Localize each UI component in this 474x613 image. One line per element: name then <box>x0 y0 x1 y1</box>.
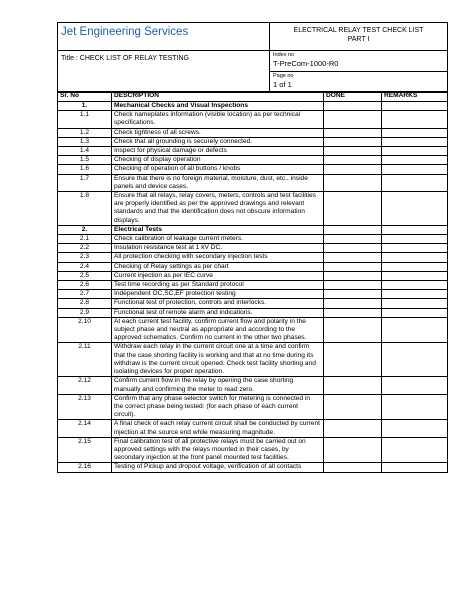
table-row <box>58 308 448 317</box>
table-row <box>58 377 448 394</box>
remarks-cell[interactable] <box>382 420 448 437</box>
description-cell: Electrical Tests <box>112 225 324 234</box>
done-cell[interactable] <box>324 290 382 299</box>
remarks-cell[interactable] <box>382 281 448 290</box>
description-cell: Independent OC,SC,EF protection testing <box>112 290 324 299</box>
done-cell[interactable] <box>324 299 382 308</box>
description-cell: Checking of operation of all buttons / knobs <box>112 165 324 174</box>
page-value: 1 of 1 <box>273 80 292 89</box>
remarks-cell[interactable] <box>382 308 448 317</box>
description-cell: Withdraw each relay in the current circuit one at a time and confirm that the case shorting facility is working and that at no time during its withdraw is the current circuit opened. Check test facility shorting and isolating devices for proper operation. <box>112 343 324 377</box>
document-title-line1: ELECTRICAL RELAY TEST CHECK LIST <box>293 27 424 34</box>
remarks-cell[interactable] <box>382 437 448 463</box>
description-cell: Check that all grounding is securely connected. <box>112 137 324 146</box>
section-row <box>58 102 448 111</box>
description-cell: All protection checking with secondary injection tests <box>112 253 324 262</box>
table-row <box>58 463 448 472</box>
document-title <box>270 23 448 51</box>
page-label: Page no <box>273 73 294 79</box>
description-cell: Checking of display operation <box>112 156 324 165</box>
remarks-cell[interactable] <box>382 111 448 128</box>
sr-no-cell: 2.8 <box>58 299 112 308</box>
sr-no-cell: 2.13 <box>58 394 112 420</box>
done-cell[interactable] <box>324 235 382 244</box>
sr-no-cell: 1.3 <box>58 137 112 146</box>
sr-no-cell: 1.6 <box>58 165 112 174</box>
document-title-line2: PART I <box>347 36 370 43</box>
table-row <box>58 253 448 262</box>
table-row <box>58 128 448 137</box>
table-row <box>58 420 448 437</box>
done-cell[interactable] <box>324 128 382 137</box>
column-header-remarks: REMARKS <box>382 92 448 102</box>
sr-no-cell: 2. <box>58 225 112 234</box>
table-row <box>58 156 448 165</box>
done-cell[interactable] <box>324 253 382 262</box>
description-cell: Check nameplates information (visible location) as per technical specifications. <box>112 111 324 128</box>
remarks-cell[interactable] <box>382 317 448 343</box>
index-number-cell <box>270 51 448 72</box>
remarks-cell[interactable] <box>382 137 448 146</box>
table-row <box>58 271 448 280</box>
table-row <box>58 437 448 463</box>
remarks-cell[interactable] <box>382 394 448 420</box>
description-cell: Mechanical Checks and Visual Inspections <box>112 102 324 111</box>
sr-no-cell: 2.15 <box>58 437 112 463</box>
column-header-description: DESCRIPTION <box>112 92 324 102</box>
table-row <box>58 244 448 253</box>
sr-no-cell: 2.7 <box>58 290 112 299</box>
done-cell[interactable] <box>324 165 382 174</box>
index-value: T-PreCom-1000-R0 <box>273 59 339 68</box>
sr-no-cell: 2.14 <box>58 420 112 437</box>
sr-no-cell: 2.12 <box>58 377 112 394</box>
description-cell: Functional test of protection, controls and interlocks. <box>112 299 324 308</box>
remarks-cell[interactable] <box>382 102 448 111</box>
done-cell[interactable] <box>324 463 382 472</box>
table-row <box>58 111 448 128</box>
table-row <box>58 394 448 420</box>
done-cell[interactable] <box>324 147 382 156</box>
table-row <box>58 262 448 271</box>
done-cell[interactable] <box>324 308 382 317</box>
description-cell: Current injection as per IEC curve <box>112 271 324 280</box>
done-cell[interactable] <box>324 317 382 343</box>
table-row <box>58 235 448 244</box>
sr-no-cell: 2.4 <box>58 262 112 271</box>
index-label: Index no <box>273 52 295 58</box>
remarks-cell[interactable] <box>382 156 448 165</box>
sr-no-cell: 1.2 <box>58 128 112 137</box>
remarks-cell[interactable] <box>382 463 448 472</box>
remarks-cell[interactable] <box>382 235 448 244</box>
table-row <box>58 137 448 146</box>
sr-no-cell: 2.11 <box>58 343 112 377</box>
description-cell: Ensure that all relays, relay covers, meters, controls and test facilities are properly identified as per the approved drawings and relevant standards and that the identification does not obscure information displays. <box>112 192 324 226</box>
description-cell: Checking of Relay settings as per chart <box>112 262 324 271</box>
sr-no-cell: 2.1 <box>58 235 112 244</box>
description-cell: Testing of Pickup and dropout voltage, verification of all contacts <box>112 463 324 472</box>
description-cell: Check tightness of all screws. <box>112 128 324 137</box>
checklist-table <box>57 91 448 473</box>
table-row <box>58 165 448 174</box>
sr-no-cell: 2.10 <box>58 317 112 343</box>
remarks-cell[interactable] <box>382 262 448 271</box>
remarks-cell[interactable] <box>382 128 448 137</box>
table-row <box>58 281 448 290</box>
table-row <box>58 147 448 156</box>
company-name: Jet Engineering Services <box>58 23 270 51</box>
sr-no-cell: 1.8 <box>58 192 112 226</box>
remarks-cell[interactable] <box>382 174 448 191</box>
section-row <box>58 225 448 234</box>
table-row <box>58 290 448 299</box>
table-header-row <box>58 92 448 102</box>
done-cell[interactable] <box>324 225 382 234</box>
remarks-cell[interactable] <box>382 299 448 308</box>
remarks-cell[interactable] <box>382 225 448 234</box>
sr-no-cell: 1.5 <box>58 156 112 165</box>
table-row <box>58 299 448 308</box>
description-cell: At each current test facility, confirm current flow and polarity in the subject phase and neutral as appropriate and according to the approved schematics. Confirm no current in the other two phases. <box>112 317 324 343</box>
done-cell[interactable] <box>324 377 382 394</box>
remarks-cell[interactable] <box>382 165 448 174</box>
remarks-cell[interactable] <box>382 192 448 226</box>
done-cell[interactable] <box>324 271 382 280</box>
sr-no-cell: 1. <box>58 102 112 111</box>
description-cell: A final check of each relay current circuit shall be conducted by current injection at the source end while measuring magnitude. <box>112 420 324 437</box>
column-header-done: DONE <box>324 92 382 102</box>
done-cell[interactable] <box>324 343 382 377</box>
remarks-cell[interactable] <box>382 377 448 394</box>
table-row <box>58 192 448 226</box>
sr-no-cell: 2.6 <box>58 281 112 290</box>
done-cell[interactable] <box>324 111 382 128</box>
description-cell: Final calibration test of all protective relays must be carried out on approved settings with the relays mounted in their cases, by secondary injection at the front panel mounted test facilities. <box>112 437 324 463</box>
done-cell[interactable] <box>324 244 382 253</box>
remarks-cell[interactable] <box>382 290 448 299</box>
remarks-cell[interactable] <box>382 253 448 262</box>
description-cell: Inspect for physical damage or defects <box>112 147 324 156</box>
sr-no-cell: 1.4 <box>58 147 112 156</box>
column-header-sr-no: Sr. No <box>58 92 112 102</box>
done-cell[interactable] <box>324 192 382 226</box>
remarks-cell[interactable] <box>382 271 448 280</box>
sr-no-cell: 2.3 <box>58 253 112 262</box>
document-header <box>57 22 448 93</box>
page-number-cell <box>270 72 448 93</box>
done-cell[interactable] <box>324 281 382 290</box>
sr-no-cell: 1.1 <box>58 111 112 128</box>
description-cell: Ensure that there is no foreign material, moisture, dust, etc., inside panels and device cases. <box>112 174 324 191</box>
description-cell: Insulation resistance test at 1 kV DC. <box>112 244 324 253</box>
description-cell: Functional test of remote alarm and indications. <box>112 308 324 317</box>
done-cell[interactable] <box>324 394 382 420</box>
table-row <box>58 174 448 191</box>
description-cell: Test time recording as per Standard protocol <box>112 281 324 290</box>
done-cell[interactable] <box>324 102 382 111</box>
table-row <box>58 343 448 377</box>
remarks-cell[interactable] <box>382 343 448 377</box>
checklist-title: Title : CHECK LIST OF RELAY TESTING <box>58 51 270 93</box>
done-cell[interactable] <box>324 262 382 271</box>
sr-no-cell: 2.2 <box>58 244 112 253</box>
sr-no-cell: 1.7 <box>58 174 112 191</box>
remarks-cell[interactable] <box>382 147 448 156</box>
description-cell: Confirm that any phase selector switch for metering is connected in the correct phase being tested: (for each phase of each current circuit). <box>112 394 324 420</box>
done-cell[interactable] <box>324 174 382 191</box>
sr-no-cell: 2.9 <box>58 308 112 317</box>
sr-no-cell: 2.5 <box>58 271 112 280</box>
sr-no-cell: 2.16 <box>58 463 112 472</box>
table-row <box>58 317 448 343</box>
done-cell[interactable] <box>324 437 382 463</box>
done-cell[interactable] <box>324 156 382 165</box>
done-cell[interactable] <box>324 420 382 437</box>
remarks-cell[interactable] <box>382 244 448 253</box>
description-cell: Check calibration of leakage current meters. <box>112 235 324 244</box>
done-cell[interactable] <box>324 137 382 146</box>
checklist-rows <box>58 102 448 473</box>
description-cell: Confirm current flow in the relay by opening the case shorting manually and confirming the meter to read zero. <box>112 377 324 394</box>
